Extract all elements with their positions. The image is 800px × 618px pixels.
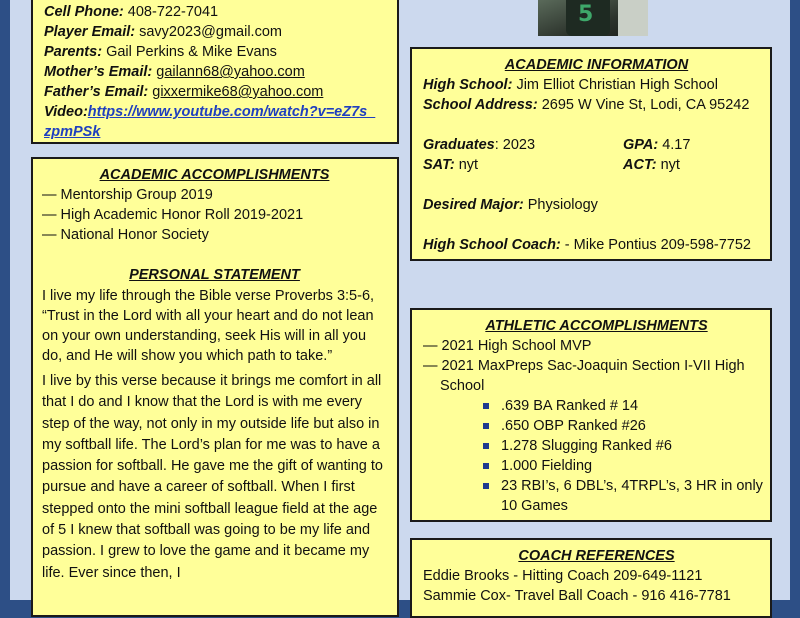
academic-accomplishment-item: — Mentorship Group 2019 (42, 187, 213, 203)
coach-references-heading: COACH REFERENCES (518, 548, 675, 564)
square-bullet-icon (483, 483, 489, 489)
athletic-accomplishments-heading: ATHLETIC ACCOMPLISHMENTS (485, 318, 708, 334)
desired-major-value: Physiology (527, 197, 598, 213)
coach-reference-item: Sammie Cox- Travel Ball Coach - 916 416-7781 (423, 588, 731, 604)
athletic-item-cont: School (440, 378, 485, 394)
jersey-number-graphic: 5 (578, 2, 594, 27)
square-bullet-icon (483, 403, 489, 409)
square-bullet-icon (483, 443, 489, 449)
academic-info-heading: ACADEMIC INFORMATION (504, 57, 689, 73)
athletic-accomplishments-box (410, 308, 772, 522)
academic-accomplishments-heading: ACADEMIC ACCOMPLISHMENTS (99, 167, 330, 183)
parents-value: Gail Perkins & Mike Evans (106, 44, 277, 60)
personal-statement-paragraph: I live my life through the Bible verse Proverbs 3:5-6, “Trust in the Lord with all your heart and do not lean on your own understanding, seek His will in all you do, and He will show you which path to take.” (42, 288, 375, 364)
academic-info-box (410, 47, 772, 261)
desired-major-row: Desired Major: Physiology (423, 197, 598, 213)
sat-value: nyt (458, 157, 479, 173)
father-email-link[interactable]: gixxermike68@yahoo.com (152, 84, 324, 100)
school-address-value: 2695 W Vine St, Lodi, CA 95242 (541, 97, 750, 113)
player-photo (538, 0, 648, 36)
academic-accomplishment-item: — High Academic Honor Roll 2019-2021 (42, 207, 304, 223)
stat-item: .639 BA Ranked # 14 (423, 396, 770, 416)
video-link-cont[interactable]: zpmPSk (44, 124, 101, 140)
player-email-value: savy2023@gmail.com (139, 24, 282, 40)
accomplishments-statement-box (31, 157, 399, 617)
cell-phone-row: Cell Phone: 408-722-7041 (44, 4, 219, 20)
athletic-item: — 2021 MaxPreps Sac-Joaquin Section I-VII High (423, 358, 745, 374)
contact-info-box (31, 0, 399, 144)
personal-statement-paragraph: I live by this verse because it brings me comfort in all that I do and I know that the Lord is with me every step of the way, not only in my outside life but also in my softball life. The Lord’s plan for me was to have a passion for softball. He gave me the gift of wanting to pursue and have a career of softball. When I first stepped onto the mini softball league field at the age of 5 I knew that softball was going to be my life and passion. I grew to love the game and it became my life. Ever since then, I (42, 373, 383, 581)
father-email-row: Father’s Email: gixxermike68@yahoo.com (44, 84, 324, 100)
video-row: Video:https://www.youtube.com/watch?v=eZ7s_ (44, 104, 376, 120)
high-school-coach-value: - Mike Pontius 209-598-7752 (564, 237, 751, 253)
athletic-item: — 2021 High School MVP (423, 338, 592, 354)
coach-references-box (410, 538, 772, 618)
coach-reference-item: Eddie Brooks - Hitting Coach 209-649-1121 (423, 568, 703, 584)
graduation-gpa-row: Graduates: 2023 GPA: 4.17 (423, 137, 691, 153)
cell-phone-value: 408-722-7041 (127, 4, 219, 20)
parents-row: Parents: Gail Perkins & Mike Evans (44, 44, 277, 60)
graduation-value: : 2023 (494, 137, 536, 153)
act-field: ACT: nyt (623, 157, 680, 173)
gpa-field: GPA: 4.17 (623, 137, 691, 153)
stat-item: .650 OBP Ranked #26 (423, 416, 770, 436)
high-school-coach-row: High School Coach: - Mike Pontius 209-598-7752 (423, 237, 751, 253)
high-school-value: Jim Elliot Christian High School (516, 77, 718, 93)
stat-item: 1.278 Slugging Ranked #6 (423, 436, 770, 456)
high-school-row: High School: Jim Elliot Christian High School (423, 77, 718, 93)
video-row-cont (44, 122, 397, 142)
stat-item: 23 RBI’s, 6 DBL’s, 4TRPL’s, 3 HR in only (423, 476, 770, 496)
player-email-row: Player Email: savy2023@gmail.com (44, 24, 282, 40)
stat-item-cont: 10 Games (501, 498, 568, 514)
gpa-value: 4.17 (662, 137, 691, 153)
act-value: nyt (660, 157, 680, 173)
square-bullet-icon (483, 463, 489, 469)
mother-email-row: Mother’s Email: gailann68@yahoo.com (44, 64, 305, 80)
personal-statement-heading: PERSONAL STATEMENT (129, 267, 300, 283)
school-address-row: School Address: 2695 W Vine St, Lodi, CA 95242 (423, 97, 750, 113)
sat-act-row: SAT: nyt ACT: nyt (423, 157, 680, 173)
square-bullet-icon (483, 423, 489, 429)
academic-accomplishment-item: — National Honor Society (42, 227, 209, 243)
video-link[interactable]: https://www.youtube.com/watch?v=eZ7s_ (87, 104, 376, 120)
mother-email-link[interactable]: gailann68@yahoo.com (156, 64, 305, 80)
stat-item: 1.000 Fielding (423, 456, 770, 476)
